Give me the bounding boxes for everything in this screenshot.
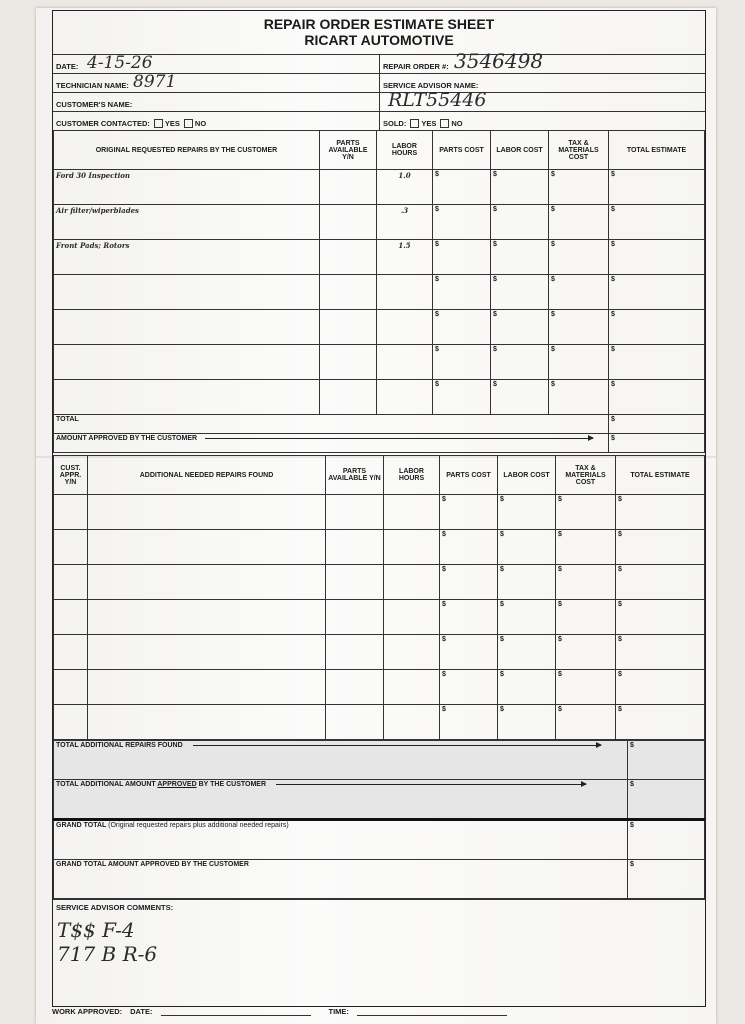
labor-hours-cell[interactable] [384,530,440,565]
parts-available-cell[interactable] [320,345,377,380]
technician-field[interactable] [53,74,379,92]
labor-cost-header: LABOR COST [491,131,549,170]
contacted-yes-checkbox[interactable] [154,119,163,128]
labor-cost-cell[interactable]: $ [491,310,549,345]
parts-available-cell[interactable] [326,670,384,705]
parts-available-header: PARTS AVAILABLE Y/N [320,131,377,170]
labor-hours-cell[interactable] [384,565,440,600]
original-header-row [54,131,705,170]
parts-cost-cell[interactable]: $ [433,380,491,415]
comment-line-1: T$$ F-4 [57,918,135,942]
contacted-label: CUSTOMER CONTACTED: [56,119,150,128]
grand-total-label: GRAND TOTAL [56,822,107,829]
sold-field [379,112,705,130]
header-row-2 [53,73,705,92]
labor-cost-cell[interactable]: $ [498,635,556,670]
tax-materials-cell[interactable]: $ [556,600,616,635]
repair-order-label: REPAIR ORDER #: [383,62,449,71]
additional-description-cell[interactable] [88,530,326,565]
technician-value: 8971 [133,72,177,92]
title-line-2: RICART AUTOMOTIVE [304,32,454,48]
repair-description[interactable]: Air filter/wiperblades [54,205,320,240]
total-estimate-header: TOTAL ESTIMATE [609,131,705,170]
labor-hours-cell[interactable]: .3 [377,205,433,240]
footer-row [52,1007,704,1016]
cust-appr-cell[interactable] [54,705,88,740]
labor-hours-cell[interactable] [384,670,440,705]
additional-description-cell[interactable] [88,705,326,740]
labor-hours-cell[interactable] [377,275,433,310]
total-estimate-cell[interactable]: $ [616,705,705,740]
original-total-value[interactable]: $ [609,415,705,434]
parts-available-cell[interactable] [320,275,377,310]
date-label-footer: DATE: [130,1007,153,1016]
cust-appr-cell[interactable] [54,530,88,565]
grand-total-note: (Original requested repairs plus additional needed repairs) [108,822,289,829]
tax-materials-cell[interactable]: $ [556,495,616,530]
additional-repair-row [54,705,705,740]
customer-name-field[interactable] [53,93,379,111]
parts-available-cell[interactable] [320,380,377,415]
customer-contacted-field [53,112,379,130]
original-repair-row [54,240,705,275]
grand-total-row [54,820,705,860]
parts-cost-cell[interactable]: $ [433,240,491,275]
repair-description[interactable] [54,310,320,345]
labor-hours-cell[interactable] [384,705,440,740]
repair-order-value: 3546498 [454,49,544,73]
amount-approved-row [54,434,705,453]
parts-cost-header: PARTS COST [440,456,498,495]
comment-line-2: 717 B R-6 [57,942,158,966]
contacted-yes-label: YES [164,119,180,128]
labor-cost-cell[interactable]: $ [498,495,556,530]
labor-hours-header: LABOR HOURS [377,131,433,170]
tax-materials-cell[interactable]: $ [549,345,609,380]
total-additional-found-label: TOTAL ADDITIONAL REPAIRS FOUND [56,742,183,749]
service-advisor-comments[interactable] [53,899,705,1006]
labor-cost-cell[interactable]: $ [498,670,556,705]
labor-cost-cell[interactable]: $ [491,345,549,380]
sold-label: SOLD: [383,119,407,128]
title-line-1: REPAIR ORDER ESTIMATE SHEET [263,16,495,32]
parts-available-cell[interactable] [320,205,377,240]
service-advisor-label: SERVICE ADVISOR NAME: [383,81,479,90]
cust-appr-cell[interactable] [54,495,88,530]
total-estimate-cell[interactable]: $ [609,310,705,345]
comments-label: SERVICE ADVISOR COMMENTS: [56,903,174,912]
parts-cost-cell[interactable]: $ [433,345,491,380]
repair-description[interactable] [54,380,320,415]
total-estimate-cell[interactable]: $ [616,530,705,565]
additional-description-cell[interactable] [88,495,326,530]
tax-materials-cell[interactable]: $ [556,705,616,740]
additional-repair-row [54,565,705,600]
grand-total-cell [54,820,628,860]
total-additional-approved-cell [54,780,628,820]
repair-order-field[interactable] [379,49,705,73]
total-estimate-cell[interactable]: $ [616,565,705,600]
technician-label: TECHNICIAN NAME: [56,81,129,90]
sold-yes-checkbox[interactable] [410,119,419,128]
additional-repairs-header: ADDITIONAL NEEDED REPAIRS FOUND [88,456,326,495]
amount-approved-value[interactable]: $ [609,434,705,453]
grand-total-approved-label: GRAND TOTAL AMOUNT APPROVED BY THE CUSTOMER [54,860,628,899]
labor-cost-cell[interactable]: $ [491,205,549,240]
labor-hours-cell[interactable] [377,380,433,415]
labor-cost-cell[interactable]: $ [498,530,556,565]
total-estimate-cell[interactable]: $ [616,670,705,705]
labor-cost-cell[interactable]: $ [491,170,549,205]
total-additional-approved-value[interactable]: $ [628,780,705,820]
date-label: DATE: [56,62,79,71]
additional-repair-row [54,635,705,670]
original-total-row [54,415,705,434]
tax-materials-cell[interactable]: $ [556,565,616,600]
customer-id-value: RLT55446 [388,89,487,111]
tax-materials-header: TAX & MATERIALS COST [556,456,616,495]
arrow-icon [276,784,586,785]
additional-header-row [54,456,705,495]
estimate-form [52,10,706,1007]
contacted-no-label: NO [194,119,207,128]
labor-cost-cell[interactable]: $ [498,705,556,740]
cust-appr-header: CUST. APPR. Y/N [54,456,88,495]
total-additional-found-row [54,741,705,780]
arrow-icon [193,745,601,746]
parts-available-header: PARTS AVAILABLE Y/N [326,456,384,495]
tax-materials-cell[interactable]: $ [556,670,616,705]
parts-available-cell[interactable] [320,170,377,205]
arrow-icon [205,438,593,439]
parts-cost-cell[interactable]: $ [440,530,498,565]
footer-time-line[interactable] [357,1015,507,1016]
parts-available-cell[interactable] [320,310,377,345]
original-repairs-header: ORIGINAL REQUESTED REPAIRS BY THE CUSTOMER [54,131,320,170]
additional-repair-row [54,600,705,635]
labor-cost-cell[interactable]: $ [491,275,549,310]
amount-approved-label: AMOUNT APPROVED BY THE CUSTOMER [56,435,198,442]
labor-cost-cell[interactable]: $ [498,565,556,600]
parts-cost-cell[interactable]: $ [433,205,491,240]
date-field[interactable] [53,55,379,73]
original-repair-row [54,310,705,345]
parts-cost-cell[interactable]: $ [440,495,498,530]
tax-materials-header: TAX & MATERIALS COST [549,131,609,170]
total-estimate-cell[interactable]: $ [616,635,705,670]
labor-cost-header: LABOR COST [498,456,556,495]
parts-cost-cell[interactable]: $ [433,310,491,345]
total-estimate-cell[interactable]: $ [609,380,705,415]
sold-no-label: NO [451,119,463,128]
labor-cost-cell[interactable]: $ [491,240,549,275]
parts-available-cell[interactable] [326,705,384,740]
tax-materials-cell[interactable]: $ [549,240,609,275]
customer-name-label: CUSTOMER'S NAME: [56,100,133,109]
labor-hours-cell[interactable] [384,495,440,530]
time-label: TIME: [328,1007,349,1016]
grand-total-value[interactable]: $ [628,820,705,860]
parts-available-cell[interactable] [326,635,384,670]
tax-materials-cell[interactable]: $ [556,530,616,565]
original-total-label: TOTAL [54,415,609,434]
grand-total-approved-value[interactable]: $ [628,860,705,899]
grand-total-approved-row [54,860,705,899]
original-repair-row [54,345,705,380]
additional-description-cell[interactable] [88,600,326,635]
labor-hours-cell[interactable] [384,635,440,670]
parts-cost-cell[interactable]: $ [440,705,498,740]
header-row-1 [53,49,705,73]
tax-materials-cell[interactable]: $ [549,310,609,345]
tax-materials-cell[interactable]: $ [556,635,616,670]
form-title [53,11,705,54]
amount-approved-cell [54,434,609,453]
date-value: 4-15-26 [87,53,153,73]
original-repair-row [54,170,705,205]
additional-description-cell[interactable] [88,635,326,670]
estimate-sheet [36,8,716,1024]
tax-materials-cell[interactable]: $ [549,275,609,310]
cust-appr-cell[interactable] [54,670,88,705]
original-repair-row [54,275,705,310]
parts-cost-cell[interactable]: $ [440,600,498,635]
totals-table [53,740,705,899]
total-additional-approved-label: TOTAL ADDITIONAL AMOUNT APPROVED BY THE CUSTOMER [56,781,267,788]
total-estimate-cell[interactable]: $ [616,600,705,635]
labor-hours-cell[interactable] [384,600,440,635]
parts-cost-header: PARTS COST [433,131,491,170]
repair-description[interactable]: Front Pads; Rotors [54,240,320,275]
parts-cost-cell[interactable]: $ [433,275,491,310]
additional-description-cell[interactable] [88,565,326,600]
customer-id-field[interactable] [379,89,705,111]
labor-hours-cell[interactable] [377,345,433,380]
header-row-3 [53,89,705,111]
labor-hours-cell[interactable]: 1.5 [377,240,433,275]
parts-available-cell[interactable] [326,600,384,635]
parts-available-cell[interactable] [320,240,377,275]
cust-appr-cell[interactable] [54,635,88,670]
additional-repair-row [54,530,705,565]
additional-repair-row [54,495,705,530]
parts-available-cell[interactable] [326,530,384,565]
total-estimate-cell[interactable]: $ [609,205,705,240]
total-additional-approved-row [54,780,705,820]
tax-materials-cell[interactable]: $ [549,380,609,415]
original-repair-row [54,205,705,240]
cust-appr-cell[interactable] [54,565,88,600]
tax-materials-cell[interactable]: $ [549,170,609,205]
labor-hours-cell[interactable] [377,310,433,345]
labor-hours-header: LABOR HOURS [384,456,440,495]
labor-hours-cell[interactable]: 1.0 [377,170,433,205]
labor-cost-cell[interactable]: $ [498,600,556,635]
total-estimate-cell[interactable]: $ [616,495,705,530]
footer-date-line[interactable] [161,1015,311,1016]
parts-cost-cell[interactable]: $ [440,670,498,705]
additional-repairs-table [53,455,705,740]
work-approved-label: WORK APPROVED: [52,1007,123,1016]
original-repairs-table [53,130,705,453]
repair-description[interactable]: Ford 30 Inspection [54,170,320,205]
tax-materials-cell[interactable]: $ [549,205,609,240]
sold-yes-label: YES [421,119,437,128]
cust-appr-cell[interactable] [54,600,88,635]
repair-description[interactable] [54,275,320,310]
parts-cost-cell[interactable]: $ [440,635,498,670]
total-estimate-cell[interactable]: $ [609,240,705,275]
header-row-4 [53,111,705,130]
additional-repair-row [54,670,705,705]
parts-available-cell[interactable] [326,495,384,530]
total-estimate-cell[interactable]: $ [609,275,705,310]
labor-cost-cell[interactable]: $ [491,380,549,415]
additional-description-cell[interactable] [88,670,326,705]
repair-description[interactable] [54,345,320,380]
parts-cost-cell[interactable]: $ [440,565,498,600]
total-additional-found-cell [54,741,628,780]
parts-cost-cell[interactable]: $ [433,170,491,205]
parts-available-cell[interactable] [326,565,384,600]
total-estimate-cell[interactable]: $ [609,345,705,380]
contacted-no-checkbox[interactable] [184,119,193,128]
total-additional-found-value[interactable]: $ [628,741,705,780]
original-repair-row [54,380,705,415]
total-estimate-cell[interactable]: $ [609,170,705,205]
sold-no-checkbox[interactable] [440,119,449,128]
total-estimate-header: TOTAL ESTIMATE [616,456,705,495]
